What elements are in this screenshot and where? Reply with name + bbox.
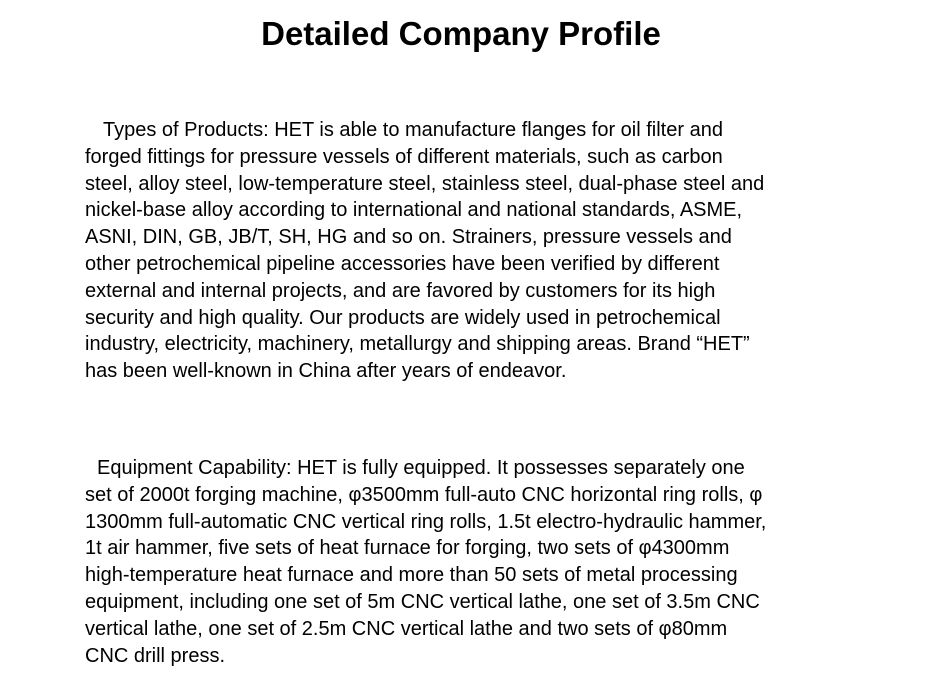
paragraph-line: has been well-known in China after years of endeavor. [85,360,567,383]
paragraph-line: Types of Products: HET is able to manufacture flanges for oil filter and [103,119,723,141]
paragraph-line: 1t air hammer, five sets of heat furnace for forging, two sets of φ4300mm [85,537,730,560]
paragraph-line: set of 2000t forging machine, φ3500mm full-auto CNC horizontal ring rolls, φ [85,483,763,506]
types-of-products-paragraph [85,117,845,385]
paragraph-line: other petrochemical pipeline accessories have been verified by different [85,252,720,275]
equipment-capability-paragraph [85,455,845,669]
paragraph-line: security and high quality. Our products are widely used in petrochemical [85,306,721,329]
paragraph-line: nickel-base alloy according to international and national standards, ASME, [85,199,743,222]
paragraph-line: 1300mm full-automatic CNC vertical ring rolls, 1.5t electro-hydraulic hammer, [85,510,767,533]
paragraph-line: Equipment Capability: HET is fully equipped. It possesses separately one [97,457,745,479]
paragraph-line: external and internal projects, and are favored by customers for its high [85,279,716,302]
page-title: Detailed Company Profile [261,15,661,52]
paragraph-line: industry, electricity, machinery, metallurgy and shipping areas. Brand “HET” [85,333,750,356]
paragraph-line: high-temperature heat furnace and more than 50 sets of metal processing [85,564,738,587]
paragraph-line: equipment, including one set of 5m CNC vertical lathe, one set of 3.5m CNC [85,590,760,613]
paragraph-line: steel, alloy steel, low-temperature steel, stainless steel, dual-phase steel and [85,172,765,195]
paragraph-line: forged fittings for pressure vessels of different materials, such as carbon [85,145,723,168]
paragraph-line: vertical lathe, one set of 2.5m CNC vertical lathe and two sets of φ80mm [85,617,728,640]
paragraph-line: ASNI, DIN, GB, JB/T, SH, HG and so on. Strainers, pressure vessels and [85,226,732,249]
paragraph-line: CNC drill press. [85,644,226,667]
